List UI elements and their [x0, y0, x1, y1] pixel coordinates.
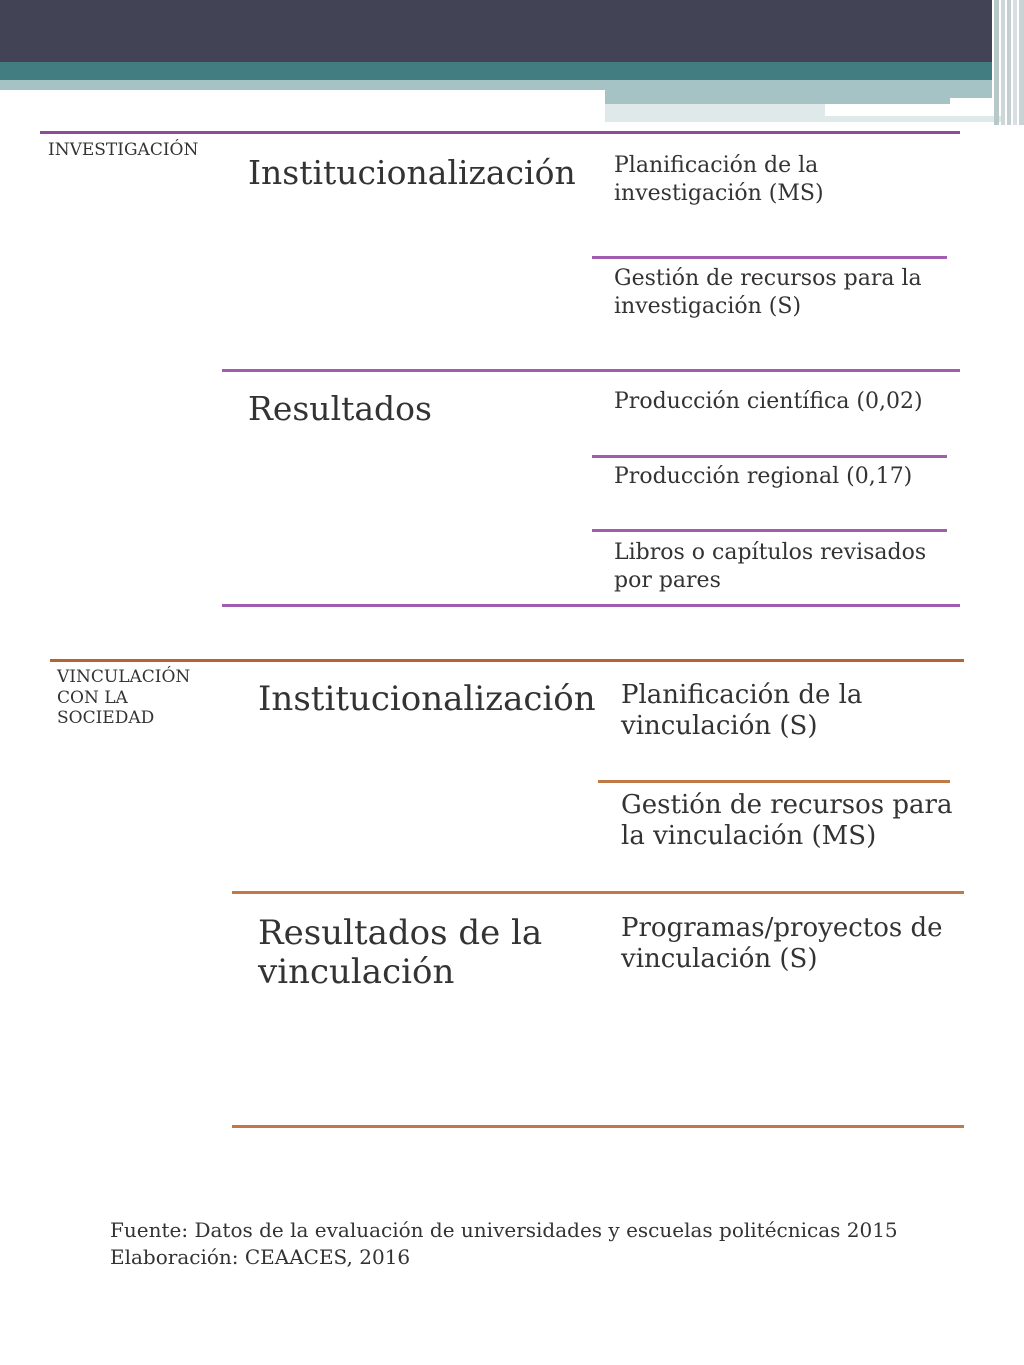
indicator-line: vinculación (S): [621, 711, 818, 742]
indicator-line: Producción científica (0,02): [614, 389, 923, 414]
indicator-line: Gestión de recursos para la: [614, 266, 922, 291]
header-bar-light: [605, 80, 992, 98]
header-stripe: [1001, 0, 1005, 125]
indicator-line: Producción regional (0,17): [614, 464, 913, 489]
category-label: [57, 667, 190, 729]
group-title: [258, 914, 542, 992]
indicator-item: [614, 388, 923, 416]
category-line: SOCIEDAD: [57, 708, 155, 729]
divider: [592, 529, 947, 532]
indicator-item: [621, 913, 943, 975]
footer-source: Fuente: Datos de la evaluación de universidades y escuelas politécnicas 2015: [110, 1218, 898, 1242]
category-label: [48, 140, 198, 161]
divider: [592, 455, 947, 458]
header-stripe: [1019, 0, 1024, 125]
group-title-line: vinculación: [258, 952, 455, 993]
divider: [50, 659, 964, 662]
divider: [40, 131, 960, 134]
indicator-line: Programas/proyectos de: [621, 913, 943, 943]
indicator-line: la vinculación (MS): [621, 821, 877, 852]
indicator-line: Libros o capítulos revisados: [614, 540, 927, 565]
divider: [222, 369, 960, 372]
indicator-item: [621, 790, 952, 852]
group-title-line: Institucionalización: [248, 153, 576, 192]
indicator-item: [614, 539, 926, 594]
indicator-line: Planificación de la: [621, 680, 863, 710]
header-bar-pale: [605, 104, 825, 122]
divider: [232, 891, 964, 894]
indicator-line: investigación (MS): [614, 180, 824, 206]
indicator-item: [621, 680, 862, 742]
group-title: [248, 390, 432, 428]
group-title-line: Institucionalización: [258, 679, 596, 719]
group-title: [258, 680, 596, 719]
header-bar-dark: [0, 0, 992, 62]
header-bar-light: [0, 80, 605, 90]
category-line: INVESTIGACIÓN: [48, 140, 199, 160]
divider: [222, 604, 960, 607]
header-bar-pale: [825, 116, 1005, 122]
indicator-line: investigación (S): [614, 293, 802, 319]
footer: [110, 1217, 898, 1271]
divider: [592, 256, 947, 259]
indicator-item: [614, 152, 824, 207]
indicator-line: vinculación (S): [621, 944, 818, 975]
category-line: CON LA: [57, 687, 128, 708]
category-line: VINCULACIÓN: [57, 667, 191, 687]
divider: [232, 1125, 964, 1128]
header-stripe: [1013, 0, 1017, 125]
group-title: [248, 154, 576, 192]
group-title-line: Resultados de la: [258, 913, 543, 953]
footer-credit: Elaboración: CEAACES, 2016: [110, 1245, 411, 1269]
divider: [598, 780, 950, 783]
header-stripe: [1007, 0, 1011, 125]
indicator-line: Gestión de recursos para: [621, 790, 953, 820]
group-title-line: Resultados: [248, 389, 432, 428]
header-stripe: [994, 0, 999, 125]
indicator-line: Planificación de la: [614, 153, 819, 178]
indicator-line: por pares: [614, 567, 721, 593]
indicator-item: [614, 265, 922, 320]
indicator-item: [614, 463, 912, 491]
header-bar-teal: [0, 62, 992, 80]
